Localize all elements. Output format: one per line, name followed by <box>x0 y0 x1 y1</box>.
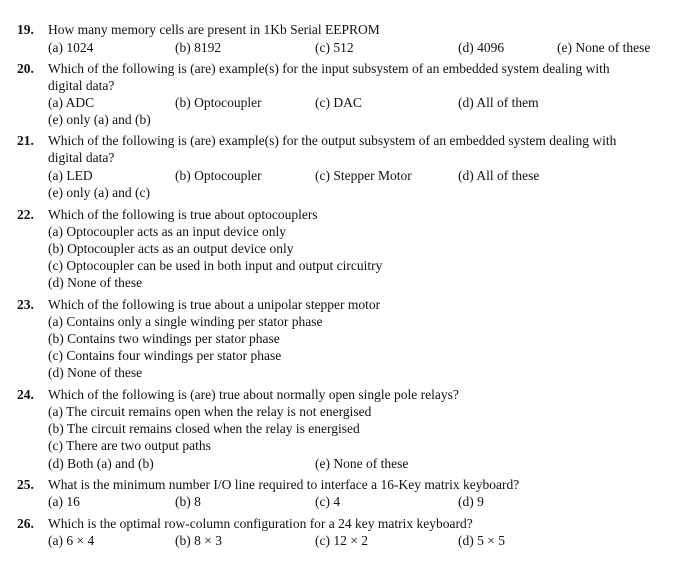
option-a: (a) Optocoupler acts as an input device only <box>48 224 287 239</box>
option-d: (d) None of these <box>48 275 143 290</box>
option-b: (b) 8 <box>175 494 201 509</box>
option-a: (a) 16 <box>48 494 80 509</box>
question-stem: What is the minimum number I/O line required to interface a 16-Key matrix keyboard? <box>48 477 520 492</box>
option-e: (e) only (a) and (b) <box>48 112 151 127</box>
option-b: (b) Contains two windings per stator phase <box>48 331 280 346</box>
question-stem: How many memory cells are present in 1Kb Serial EEPROM <box>48 22 380 37</box>
question-stem: Which is the optimal row-column configuration for a 24 key matrix keyboard? <box>48 516 473 531</box>
option-c: (c) 4 <box>315 494 341 509</box>
question-stem: Which of the following is true about a unipolar stepper motor <box>48 297 381 312</box>
question-stem: Which of the following is true about optocouplers <box>48 207 318 222</box>
option-d: (d) 9 <box>458 494 484 509</box>
option-b: (b) Optocoupler <box>175 168 262 183</box>
option-a: (a) Contains only a single winding per stator phase <box>48 314 323 329</box>
question-number: 23. <box>17 297 34 312</box>
question-number: 21. <box>17 133 34 148</box>
question-stem: Which of the following is (are) example(s) for the output subsystem of an embedded system dealing with <box>48 133 617 148</box>
option-d: (d) 5 × 5 <box>458 533 505 548</box>
question-number: 19. <box>17 22 34 37</box>
option-d: (d) None of these <box>48 365 143 380</box>
option-d: (d) All of them <box>458 95 539 110</box>
question-number: 25. <box>17 477 34 492</box>
option-b: (b) 8192 <box>175 40 222 55</box>
option-b: (b) 8 × 3 <box>175 533 222 548</box>
option-c: (c) 12 × 2 <box>315 533 368 548</box>
option-c: (c) There are two output paths <box>48 438 211 453</box>
option-a: (a) 6 × 4 <box>48 533 95 548</box>
option-a: (a) ADC <box>48 95 95 110</box>
question-stem: digital data? <box>48 150 115 165</box>
question-number: 24. <box>17 387 34 402</box>
question-stem: digital data? <box>48 78 115 93</box>
option-d: (d) 4096 <box>458 40 505 55</box>
option-e: (e) None of these <box>315 456 409 471</box>
option-d: (d) Both (a) and (b) <box>48 456 154 471</box>
question-number: 20. <box>17 61 34 76</box>
question-stem: Which of the following is (are) example(s) for the input subsystem of an embedded system dealing with <box>48 61 610 76</box>
option-d: (d) All of these <box>458 168 540 183</box>
option-b: (b) Optocoupler acts as an output device only <box>48 241 294 256</box>
question-number: 22. <box>17 207 34 222</box>
option-e: (e) only (a) and (c) <box>48 185 150 200</box>
option-a: (a) The circuit remains open when the relay is not energised <box>48 404 372 419</box>
option-e: (e) None of these <box>557 40 651 55</box>
option-b: (b) The circuit remains closed when the relay is energised <box>48 421 360 436</box>
option-c: (c) 512 <box>315 40 354 55</box>
question-stem: Which of the following is (are) true about normally open single pole relays? <box>48 387 459 402</box>
option-b: (b) Optocoupler <box>175 95 262 110</box>
question-number: 26. <box>17 516 34 531</box>
option-c: (c) DAC <box>315 95 362 110</box>
option-c: (c) Contains four windings per stator phase <box>48 348 282 363</box>
option-c: (c) Optocoupler can be used in both input and output circuitry <box>48 258 383 273</box>
option-a: (a) 1024 <box>48 40 94 55</box>
option-c: (c) Stepper Motor <box>315 168 412 183</box>
option-a: (a) LED <box>48 168 93 183</box>
